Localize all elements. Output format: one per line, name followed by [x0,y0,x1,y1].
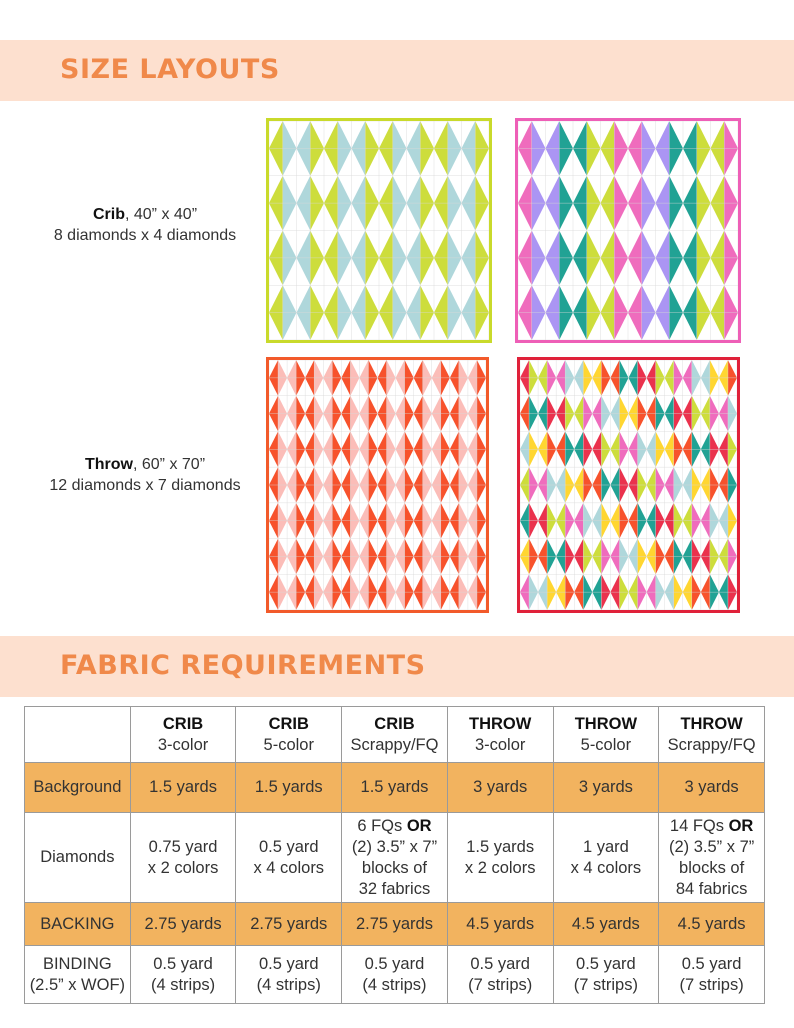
col-header [447,707,553,763]
table-cell [236,946,342,1004]
table-cell: 1.5 yards [236,763,342,813]
throw-dims: , 60” x 70” [132,456,206,473]
cell-line: x 4 colors [253,858,325,877]
fabric-requirements-header [0,636,794,697]
col-title: THROW [680,714,743,733]
col-title: THROW [574,714,638,733]
size-layouts-title: SIZE LAYOUTS [60,54,280,85]
throw-size-label [20,454,270,496]
table-cell [553,946,659,1004]
cell-line: (2) 3.5” x 7” [351,837,438,856]
row-label: Diamonds [25,813,131,903]
table-header-row [25,707,765,763]
cell-line: 0.75 yard [148,837,218,856]
table-cell: 3 yards [553,763,659,813]
col-title: CRIB [162,714,204,733]
cell-line: x 4 colors [570,858,642,877]
table-cell: 2.75 yards [236,903,342,946]
size-layouts-header [0,40,794,101]
cell-line: 1 yard [582,837,629,856]
cell-line: (2.5” x WOF) [29,975,126,994]
crib-dims: , 40” x 40” [124,206,198,223]
background-row [25,763,765,813]
col-title: CRIB [268,714,309,733]
crib-name: Crib [92,206,125,223]
table-cell: 2.75 yards [342,903,448,946]
cell-line: 0.5 yard [364,954,425,973]
cell-line: 0.5 yard [576,954,636,973]
cell-line: 0.5 yard [258,837,319,856]
crib-5color-quilt [515,118,741,343]
table-cell: 4.5 yards [659,903,765,946]
table-cell [447,813,553,903]
table-cell [342,946,448,1004]
cell-line: (7 strips) [679,975,744,994]
cell-line: 6 FQs [357,816,407,835]
cell-line: 0.5 yard [681,954,742,973]
diamonds-row [25,813,765,903]
crib-3color-quilt-diagram [266,118,492,343]
cell-line: (4 strips) [150,975,216,994]
throw-scrappy-quilt [517,357,740,613]
table-cell: 1.5 yards [130,763,236,813]
cell-or: OR [406,816,432,835]
col-subtitle: 3-color [157,735,209,754]
cell-line: 14 FQs [669,816,729,835]
cell-line: 1.5 yards [466,837,535,856]
table-cell [342,813,448,903]
throw-scrappy-quilt-diagram [517,357,740,613]
row-label [25,946,131,1004]
col-header [659,707,765,763]
cell-line: blocks of [361,858,428,877]
col-header [130,707,236,763]
cell-line: 0.5 yard [470,954,530,973]
crib-5color-quilt-diagram [515,118,741,343]
cell-line: 32 fabrics [358,879,431,898]
table-cell [130,946,236,1004]
table-cell [130,813,236,903]
row-label: BACKING [25,903,131,946]
cell-line: (7 strips) [573,975,638,994]
col-subtitle: 5-color [263,735,314,754]
cell-line: (7 strips) [468,975,533,994]
backing-row [25,903,765,946]
throw-name: Throw [84,456,133,473]
cell-line: (4 strips) [362,975,427,994]
throw-3color-quilt [266,357,489,613]
throw-3color-quilt-diagram [266,357,489,613]
col-subtitle: 5-color [580,735,632,754]
cell-line: x 2 colors [464,858,536,877]
col-title: THROW [469,714,532,733]
binding-row [25,946,765,1004]
fabric-requirements-table [24,706,765,1004]
cell-line: 0.5 yard [153,954,213,973]
row-label: Background [25,763,131,813]
crib-count: 8 diamonds x 4 diamonds [53,227,237,244]
col-subtitle: 3-color [474,735,526,754]
crib-3color-quilt [266,118,492,343]
cell-or: OR [728,816,754,835]
table-cell: 1.5 yards [342,763,448,813]
cell-line: 0.5 yard [258,954,319,973]
cell-line: (2) 3.5” x 7” [668,837,755,856]
fabric-requirements-title: FABRIC REQUIREMENTS [60,650,426,681]
empty-corner-cell [25,707,131,763]
cell-line: blocks of [679,858,745,877]
table-cell: 2.75 yards [130,903,236,946]
cell-line: BINDING [42,954,112,973]
table-cell [659,946,765,1004]
table-cell [553,813,659,903]
table-cell: 3 yards [659,763,765,813]
col-title: CRIB [374,714,415,733]
col-subtitle: Scrappy/FQ [667,735,756,754]
cell-line: (4 strips) [256,975,321,994]
table-cell: 4.5 yards [553,903,659,946]
col-header [553,707,659,763]
cell-line: 84 fabrics [675,879,748,898]
col-subtitle: Scrappy/FQ [350,735,439,754]
table-cell: 3 yards [447,763,553,813]
table-cell [236,813,342,903]
col-header [342,707,448,763]
table-cell [447,946,553,1004]
col-header [236,707,342,763]
table-cell [659,813,765,903]
crib-size-label [20,204,270,246]
table-cell: 4.5 yards [447,903,553,946]
throw-count: 12 diamonds x 7 diamonds [49,477,241,494]
cell-line: x 2 colors [147,858,219,877]
